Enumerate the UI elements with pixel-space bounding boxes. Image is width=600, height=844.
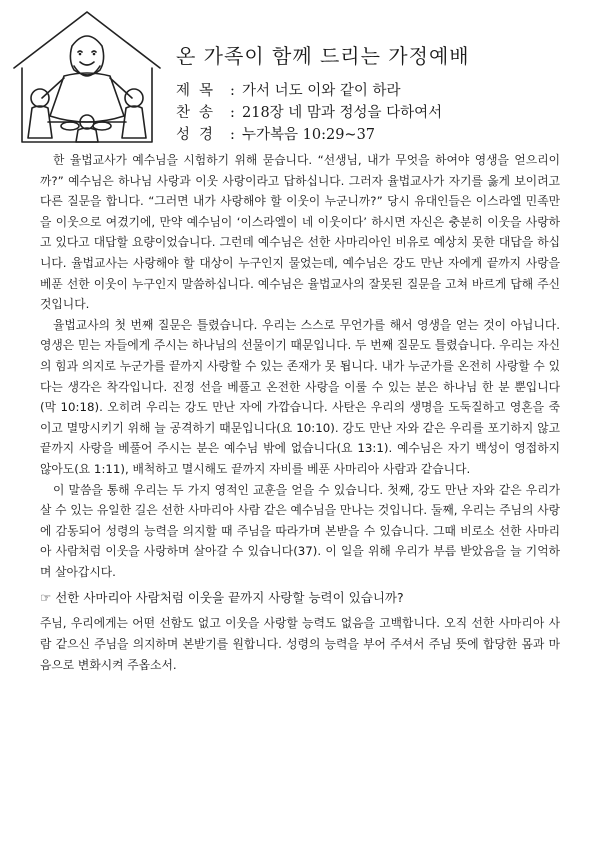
sermon-body — [40, 150, 560, 675]
closing-prayer: 주님, 우리에게는 어떤 선함도 없고 이웃을 사랑할 능력도 없음을 고백합니다. 오직 선한 사마리아 사람 같으신 주님을 의지하며 본받기를 원합니다. 성령의 능력을 부어 주셔서 주님 뜻에 합당한 몸과 마음으로 변화시켜 주옵소서. — [40, 616, 560, 672]
meta-label: 찬송 — [176, 105, 223, 121]
sermon-paragraph: 한 율법교사가 예수님을 시험하기 위해 묻습니다. “선생님, 내가 무엇을 하여야 영생을 얻으리이까?” 예수님은 하나님 사랑과 이웃 사랑이라고 답하십니다. 그러자 율법교사가 자기를 옳게 보이려고 다른 질문을 합니다. “그러면 내가 사랑해야 할 이웃이 누군니까?” 당시 유대인들은 이스라엘 민족만을 이웃으로 여겼기에, 만약 예수님이 ‘이스라엘이 네 이웃이다’ 하시면 자신은 충분히 이웃을 사랑하고 있다고 대답할 요량이었습니다. 그런데 예수님은 선한 사마리아인 비유로 예상치 못한 대답을 하십니다. 율법교사는 사랑해야 할 대상이 누구인지 물었는데, 예수님은 강도 만난 자에게 끝까지 사랑을 베푼 선한 이웃이 누구인지 말씀하십니다. 예수님은 율법교사의 잘못된 질문을 고쳐 바르게 답해 주신 것입니다. — [40, 153, 560, 312]
meta-row-scripture — [176, 124, 442, 146]
meta-label: 제목 — [176, 83, 223, 99]
meta-separator: : — [230, 105, 235, 121]
meta-value-scripture: 누가복음 10:29~37 — [242, 127, 376, 143]
meta-separator: : — [230, 127, 235, 143]
meta-value-subject: 가서 너도 이와 같이 하라 — [242, 83, 401, 99]
meta-separator: : — [230, 83, 235, 99]
reflection-question — [40, 588, 560, 608]
sermon-paragraph: 이 말씀을 통해 우리는 두 가지 영적인 교훈을 얻을 수 있습니다. 첫째, 강도 만난 자와 같은 우리가 살 수 있는 유일한 길은 선한 사마리아 사람 같은 예수님을 만나는 것입니다. 둘째, 우리는 주님의 사랑에 감동되어 성령의 능력을 의지할 때 주님을 따라가며 본받을 수 있습니다. 그때 비로소 선한 사마리아 사람처럼 이웃을 사랑하며 살아갈 수 있습니다(37). 이 일을 위해 우리가 부름 받았음을 늘 기억하며 살아갑시다. — [40, 482, 560, 579]
worship-info — [176, 80, 442, 146]
pointing-hand-icon: ☞ — [40, 590, 52, 606]
question-text: 선한 사마리아 사람처럼 이웃을 끝까지 사랑할 능력이 있습니까? — [55, 590, 404, 606]
meta-row-hymn — [176, 102, 442, 124]
page-title: 온 가족이 함께 드리는 가정예배 — [176, 44, 470, 68]
sermon-paragraph: 율법교사의 첫 번째 질문은 틀렸습니다. 우리는 스스로 무언가를 해서 영생을 얻는 것이 아닙니다. 영생은 믿는 자들에게 주시는 하나님의 선물이기 때문입니다. 두 번째 질문도 틀렸습니다. 우리는 자신의 힘과 의지로 누군가를 끝까지 사랑할 수 있는 존재가 못 됩니다. 내가 누군가를 온전히 사랑할 수 있다는 생각은 착각입니다. 진정 선을 베풀고 온전한 사랑을 이룰 수 있는 분은 하나님 한 분 뿐입니다(막 10:18). 오히려 우리는 강도 만난 자에 가깝습니다. 사탄은 우리의 생명을 도둑질하고 영혼을 죽이고 멸망시키기 위해 늘 공격하기 때문입니다(요 10:10). 강도 만난 자와 같은 우리를 포기하지 않고 끝까지 사랑을 베풀어 주시는 분은 예수님 밖에 없습니다(요 13:1). 예수님은 자기 백성이 영접하지 않아도(요 1:11), 배척하고 멸시해도 끝까지 자비를 베푼 사마리아 사람과 같습니다. — [40, 317, 560, 476]
header — [0, 0, 600, 150]
meta-row-subject — [176, 80, 442, 102]
meta-label: 성경 — [176, 127, 223, 143]
meta-value-hymn: 218장 네 맘과 정성을 다하여서 — [242, 105, 443, 121]
family-worship-illustration — [8, 6, 166, 146]
